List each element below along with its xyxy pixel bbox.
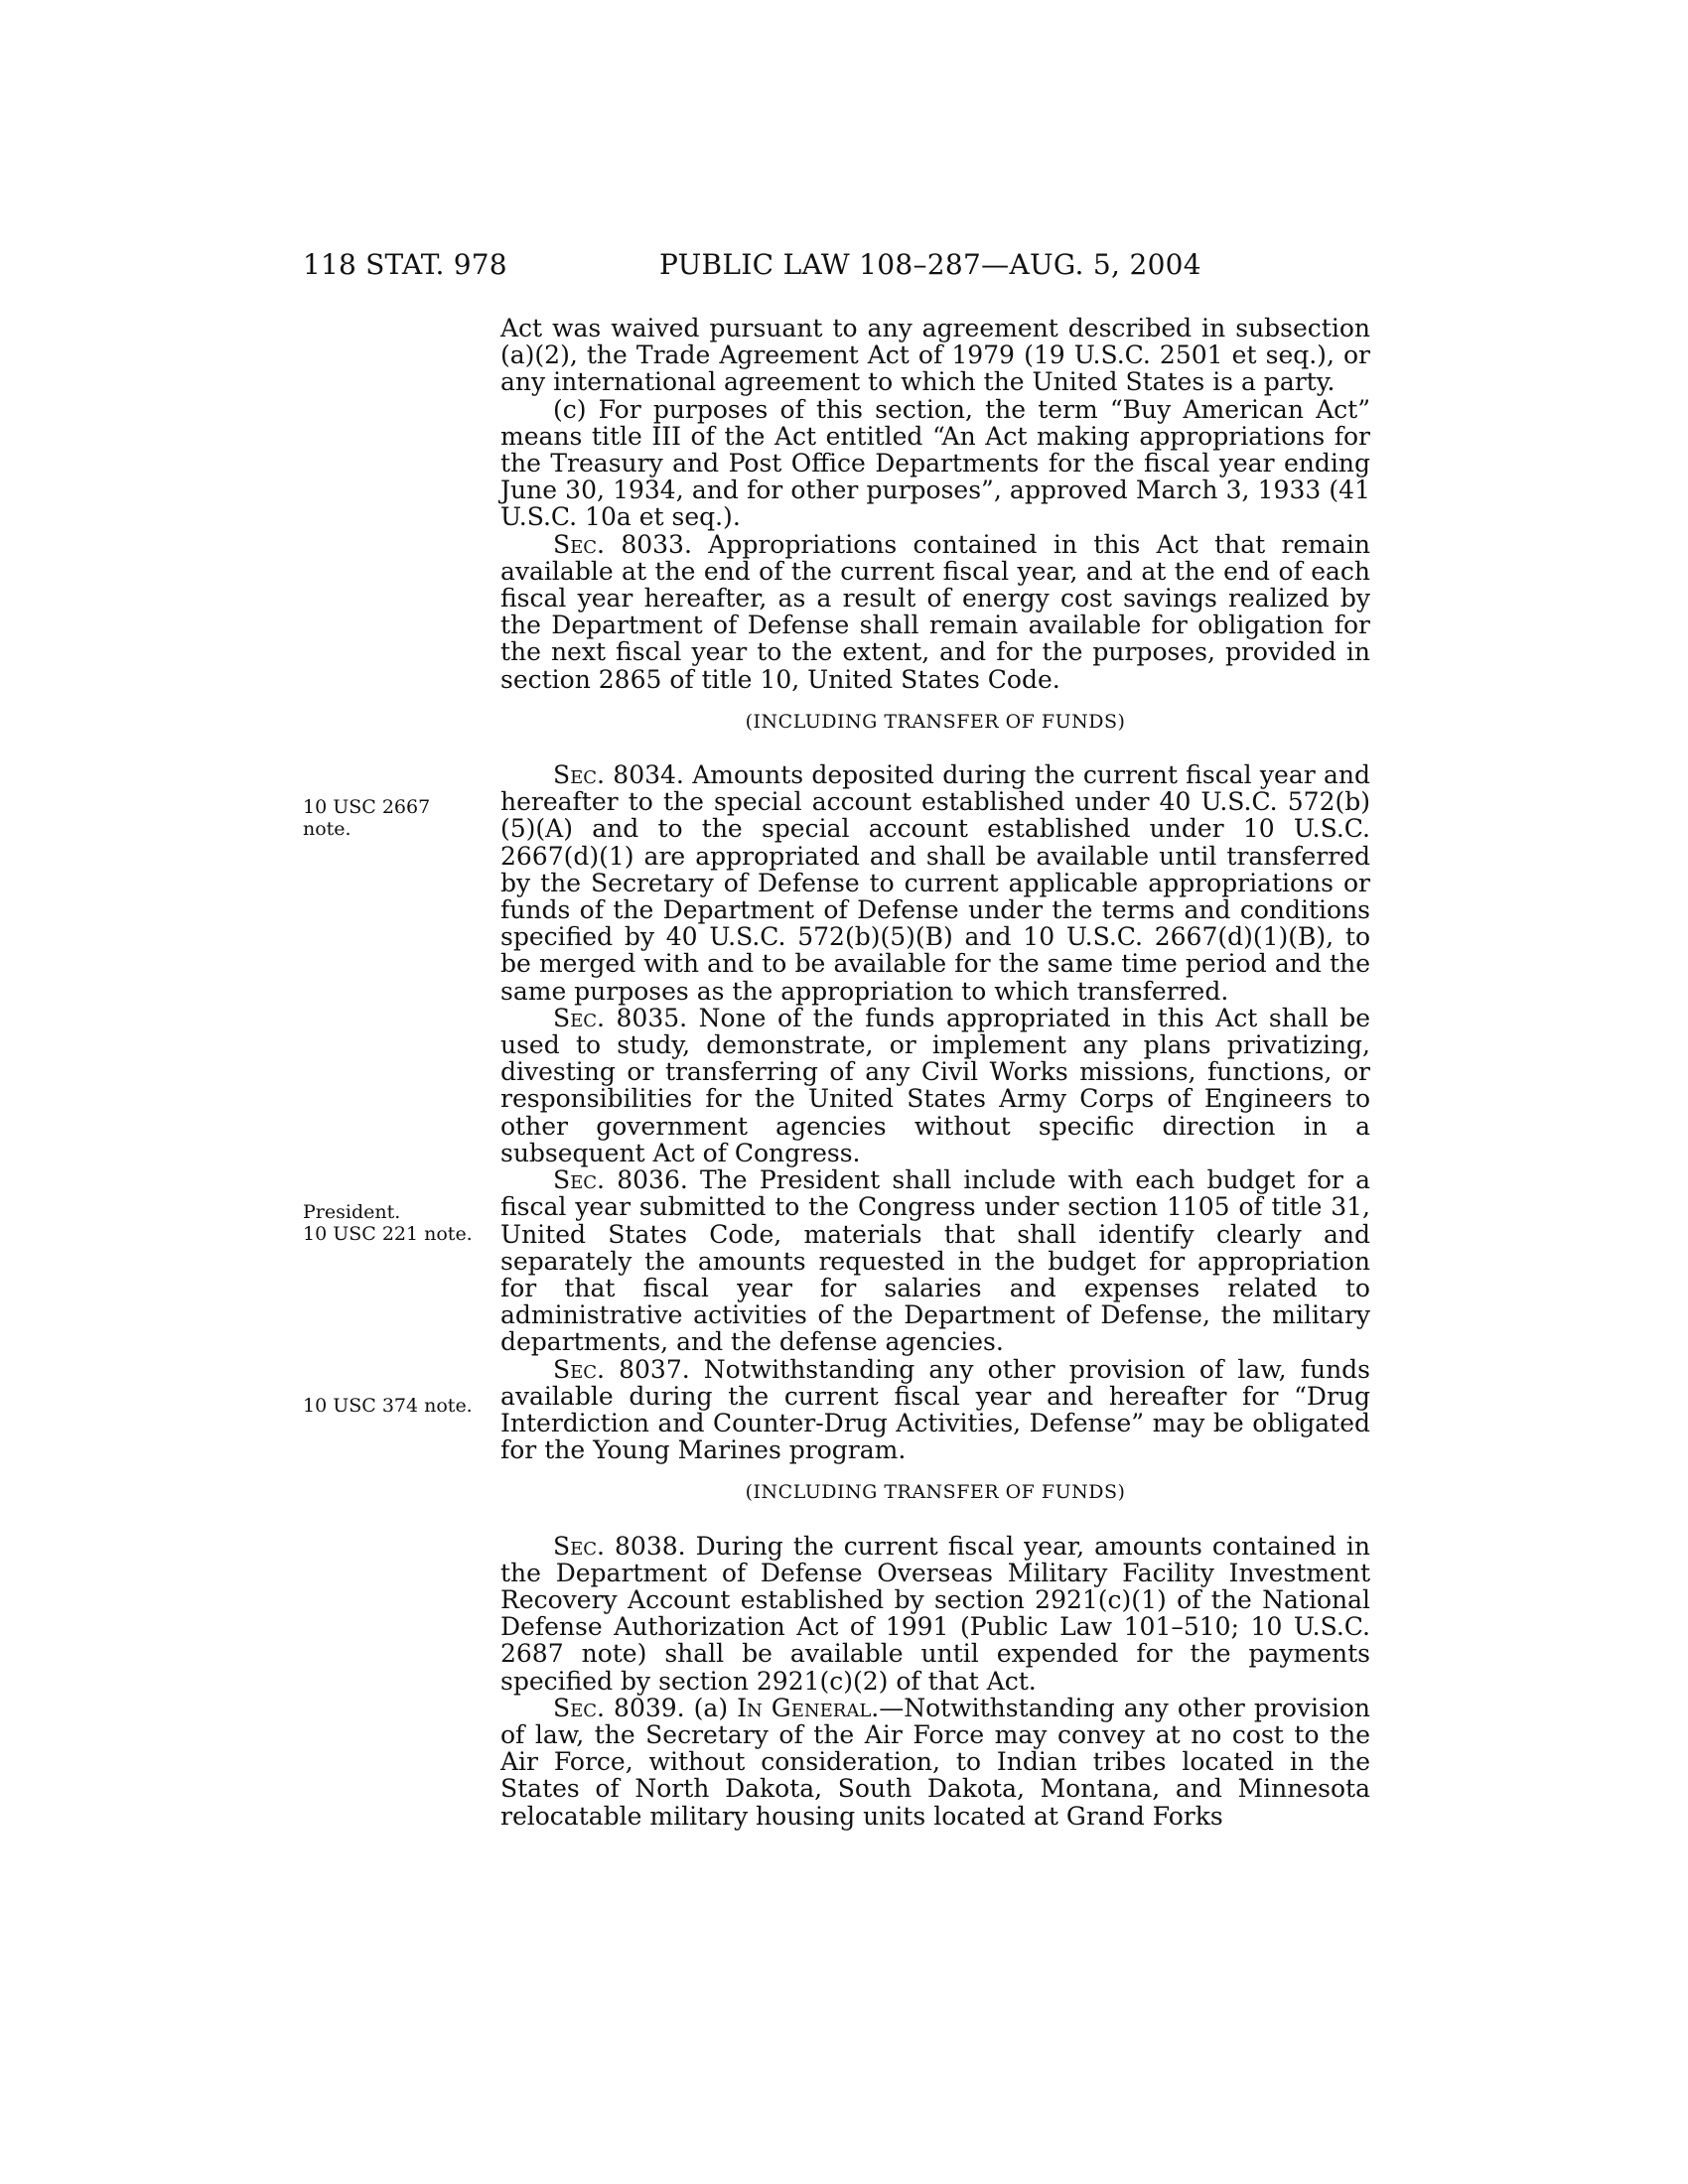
- sec-text: .—Notwithstanding any other provision of law, the Secretary of the Air Force may convey at no cost to the Air Force, without consideration, to Indian tribes located in the States of North Dakota, South Dakota, Montana, and Minnesota relocatable military housing units located at Grand Forks: [500, 1693, 1371, 1831]
- sec-text: None of the funds appropriated in this Act shall be used to study, demonstrate, or implement any plans privatizing, divesting or transferring of any Civil Works missions, functions, or responsibilities for the United States Army Corps of Engineers to other government agencies without specific direction in a subsequent Act of Congress.: [500, 1003, 1370, 1167]
- sec-label: Sec.: [553, 1531, 605, 1561]
- sec-text: Amounts deposited during the current fiscal year and hereafter to the special account established under 40 U.S.C. 572(b)(5)(A) and to the special account established under 10 U.S.C. 2667(d)(1) are appropriated and shall be available until transferred by the Secretary of Defense to current applicable appropriations or funds of the Department of Defense under the terms and conditions specified by 40 U.S.C. 572(b)(5)(B) and 10 U.S.C. 2667(d)(1)(B), to be merged with and to be available for the same time period and the same purposes as the appropriation to which transferred.: [500, 760, 1370, 1006]
- paragraph-continued: Act was waived pursuant to any agreement described in subsection (a)(2), the Trade Agreement Act of 1979 (19 U.S.C. 2501 et seq.), or any international agreement to which the United States is a party.: [500, 314, 1370, 397]
- sec-label: Sec.: [553, 1693, 605, 1722]
- heading-including-transfer-of-funds: (INCLUDING TRANSFER OF FUNDS): [745, 710, 1126, 733]
- margin-note-line: 10 USC 374 note.: [303, 1395, 473, 1417]
- subsection-a-label: (a): [693, 1693, 738, 1722]
- public-law-citation: PUBLIC LAW 108–287—AUG. 5, 2004: [659, 248, 1201, 281]
- margin-note-line: President.: [303, 1201, 401, 1223]
- sec-number: 8033.: [605, 529, 709, 559]
- section-8033: [500, 531, 1370, 693]
- margin-note-line: note.: [303, 818, 352, 840]
- sec-number: 8038.: [605, 1531, 696, 1561]
- sec-text: Notwithstanding any other provision of law, funds available during the current fiscal year and hereafter for “Drug Interdiction and Counter-Drug Activities, Defense” may be obligated for the Young Marines program.: [500, 1354, 1370, 1465]
- paragraph-subsection-c: (c) For purposes of this section, the term “Buy American Act” means title III of the Act entitled “An Act making appropriations for the Treasury and Post Office Departments for the fiscal year ending June 30, 1934, and for other purposes”, approved March 3, 1933 (41 U.S.C. 10a et seq.).: [500, 394, 1370, 532]
- section-8034: [500, 761, 1370, 1005]
- section-8038: [500, 1533, 1370, 1695]
- sec-text: Appropriations contained in this Act that remain available at the end of the current fiscal year, and at the end of each fiscal year hereafter, as a result of energy cost savings realized by the Department of Defense shall remain available for obligation for the next fiscal year to the extent, and for the purposes, provided in section 2865 of title 10, United States Code.: [500, 529, 1370, 694]
- sec-label: Sec.: [553, 529, 605, 559]
- margin-note-sec-8036: [303, 1201, 492, 1245]
- margin-note-line: 10 USC 221 note.: [303, 1223, 473, 1245]
- margin-note-sec-8034: [303, 796, 492, 840]
- margin-note-sec-8037: [303, 1395, 492, 1417]
- heading-including-transfer-of-funds: (INCLUDING TRANSFER OF FUNDS): [745, 1481, 1126, 1504]
- sec-label: Sec.: [553, 1003, 605, 1032]
- sec-text: During the current fiscal year, amounts contained in the Department of Defense Overseas Military Facility Investment Recovery Account established by section 2921(c)(1) of the National Defense Authorization Act of 1991 (Public Law 101–510; 10 U.S.C. 2687 note) shall be available until expended for the payments specified by section 2921(c)(2) of that Act.: [500, 1531, 1371, 1696]
- section-8037: [500, 1356, 1370, 1464]
- margin-note-line: 10 USC 2667: [303, 796, 431, 818]
- sec-label: Sec.: [553, 760, 605, 790]
- in-general-heading: In General: [737, 1693, 872, 1722]
- sec-label: Sec.: [553, 1165, 605, 1195]
- sec-label: Sec.: [553, 1354, 605, 1384]
- page-header: [0, 248, 1688, 288]
- sec-number: 8037.: [605, 1354, 704, 1384]
- sec-text: The President shall include with each budget for a fiscal year submitted to the Congress under section 1105 of title 31, United States Code, materials that shall identify clearly and separately the amounts requested in the budget for appropriation for that fiscal year for salaries and expenses related to administrative activities of the Department of Defense, the military departments, and the defense agencies.: [500, 1165, 1371, 1357]
- stat-page-number: 118 STAT. 978: [303, 248, 507, 281]
- body-text: [500, 315, 1370, 1830]
- section-8039: [500, 1695, 1370, 1830]
- sec-number: 8034.: [605, 760, 693, 790]
- section-8035: [500, 1005, 1370, 1166]
- sec-number: 8039.: [605, 1693, 694, 1722]
- section-8036: [500, 1166, 1370, 1355]
- sec-number: 8036.: [605, 1165, 701, 1195]
- sec-number: 8035.: [605, 1003, 699, 1032]
